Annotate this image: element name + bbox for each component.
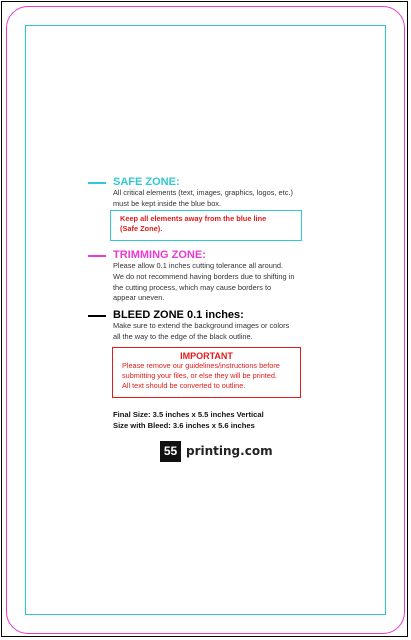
safe-zone-description: All critical elements (text, images, graphics, logos, etc.) must be kept inside the blue box. (113, 188, 293, 208)
bleed-zone-description: Make sure to extend the background images or colors all the way to the edge of the black outline. (113, 321, 290, 341)
trimming-zone-description: Please allow 0.1 inches cutting tolerance all around. We do not recommend having borders due to shifting in the cutting process, which may cause borders to appear uneven. (113, 261, 295, 303)
bleed-zone-line-marker (88, 315, 106, 317)
important-body: Please remove our guidelines/instructions before submitting your files, or else they will be printed. All text should be converted to outline. (122, 361, 280, 390)
safe-zone-heading: SAFE ZONE: (113, 176, 180, 188)
size-info: Final Size: 3.5 inches x 5.5 inches Vertical Size with Bleed: 3.6 inches x 5.6 inches (113, 410, 264, 430)
logo-name: printing.com (186, 444, 273, 458)
trimming-zone-line-marker (88, 255, 106, 257)
important-title: IMPORTANT (180, 351, 233, 361)
safe-zone-note: Keep all elements away from the blue line (Safe Zone). (110, 210, 302, 241)
important-notice (112, 347, 301, 398)
bleed-zone-heading: BLEED ZONE 0.1 inches: (113, 309, 244, 321)
logo-mark: 55 (160, 441, 181, 462)
trimming-zone-heading: TRIMMING ZONE: (113, 249, 206, 261)
safe-zone-line-marker (88, 182, 106, 184)
